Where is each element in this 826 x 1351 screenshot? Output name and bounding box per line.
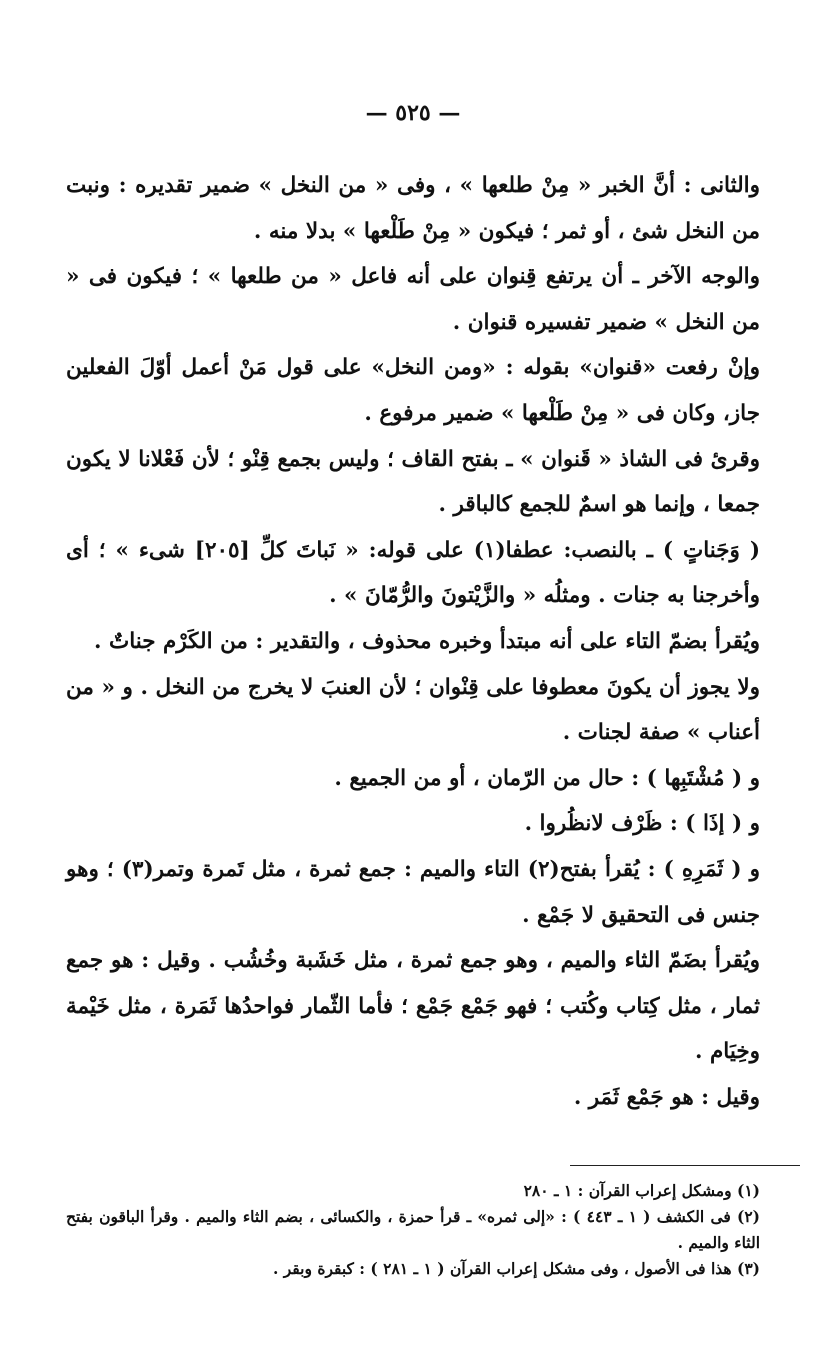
- footnote: (٣) هذا فى الأصول ، وفى مشكل إعراب القرآن ( ١ ـ ٢٨١ ) : كبقرة وبقر .: [272, 1259, 760, 1278]
- paragraph: ولا يجوز أن يكونَ معطوفا على قِنْوان ؛ لأن العنبَ لا يخرج من النخل . و « من أعناب » صفة لجنات .: [66, 674, 760, 746]
- footnote-divider: [570, 1165, 800, 1166]
- paragraph: والثانى : أنَّ الخبر « مِنْ طلعها » ، وفى « من النخل » ضمير تقديره : ونبت من النخل شئ ، أو ثمر ؛ فيكون « مِنْ طَلْعها » بدلا منه .: [66, 173, 760, 244]
- footnotes: [66, 1178, 760, 1282]
- paragraph: ويُقرأ بضمّ التاء على أنه مبتدأ وخبره محذوف ، والتقدير : من الكَرْم جناتٌ .: [93, 628, 760, 654]
- paragraph: و ( ثَمَرِهِ ) : يُقرأ بفتح(٢) التاء والميم : جمع ثمرة ، مثل تَمرة وتمر(٣) ؛ وهو جنس فى التحقيق لا جَمْع .: [66, 856, 760, 928]
- main-text: [66, 163, 760, 1120]
- page-number: — ٥٢٥ —: [365, 100, 461, 126]
- paragraph: والوجه الآخر ـ أن يرتفع قِنوان على أنه فاعل « من طلعها » ؛ فيكون فى « من النخل » ضمير تفسيره قنوان .: [66, 264, 760, 335]
- paragraph: وإنْ رفعت «قنوان» بقوله : «ومن النخل» على قول مَنْ أعمل أوّلَ الفعلين جاز، وكان فى « مِنْ طَلْعها » ضمير مرفوع .: [66, 355, 760, 426]
- paragraph: و ( مُشْتَبِها ) : حال من الرّمان ، أو من الجميع .: [334, 765, 760, 791]
- paragraph: ( وَجَناتٍ ) ـ بالنصب: عطفا(١) على قوله: « نَباتَ كلِّ [٢٠٥] شىء » ؛ أى وأخرجنا به جنات . ومثلُه « والزَّيْتونَ والرُّمّانَ » .: [66, 537, 760, 609]
- footnote: (١) ومشكل إعراب القرآن : ١ ـ ٢٨٠: [523, 1181, 760, 1200]
- footnote: (٢) فى الكشف ( ١ ـ ٤٤٣ ) : «إلى ثمره» ـ قرأ حمزة ، والكسائى ، بضم الثاء والميم . وقرأ الباقون بفتح الثاء والميم .: [66, 1207, 761, 1252]
- paragraph: ويُقرأ بضَمّ الثاء والميم ، وهو جمع ثمرة ، مثل خَشَبة وخُشُب . وقيل : هو جمع ثمار ، مثل كِتاب وكُتب ؛ فهو جَمْع جَمْع ؛ فأما الثّمار فواحدُها ثَمَرة ، مثل خَيْمة وخِيَام .: [66, 948, 760, 1065]
- paragraph: و ( إذَا ) : ظَرْف لانظُروا .: [524, 811, 760, 837]
- paragraph: وقيل : هو جَمْع ثَمَر .: [573, 1084, 760, 1110]
- paragraph: وقرئ فى الشاذ « قَنوان » ـ بفتح القاف ؛ وليس بجمع قِنْو ؛ لأن فَعْلانا لا يكون جمعا ، وإنما هو اسمٌ للجمع كالباقر .: [66, 446, 760, 518]
